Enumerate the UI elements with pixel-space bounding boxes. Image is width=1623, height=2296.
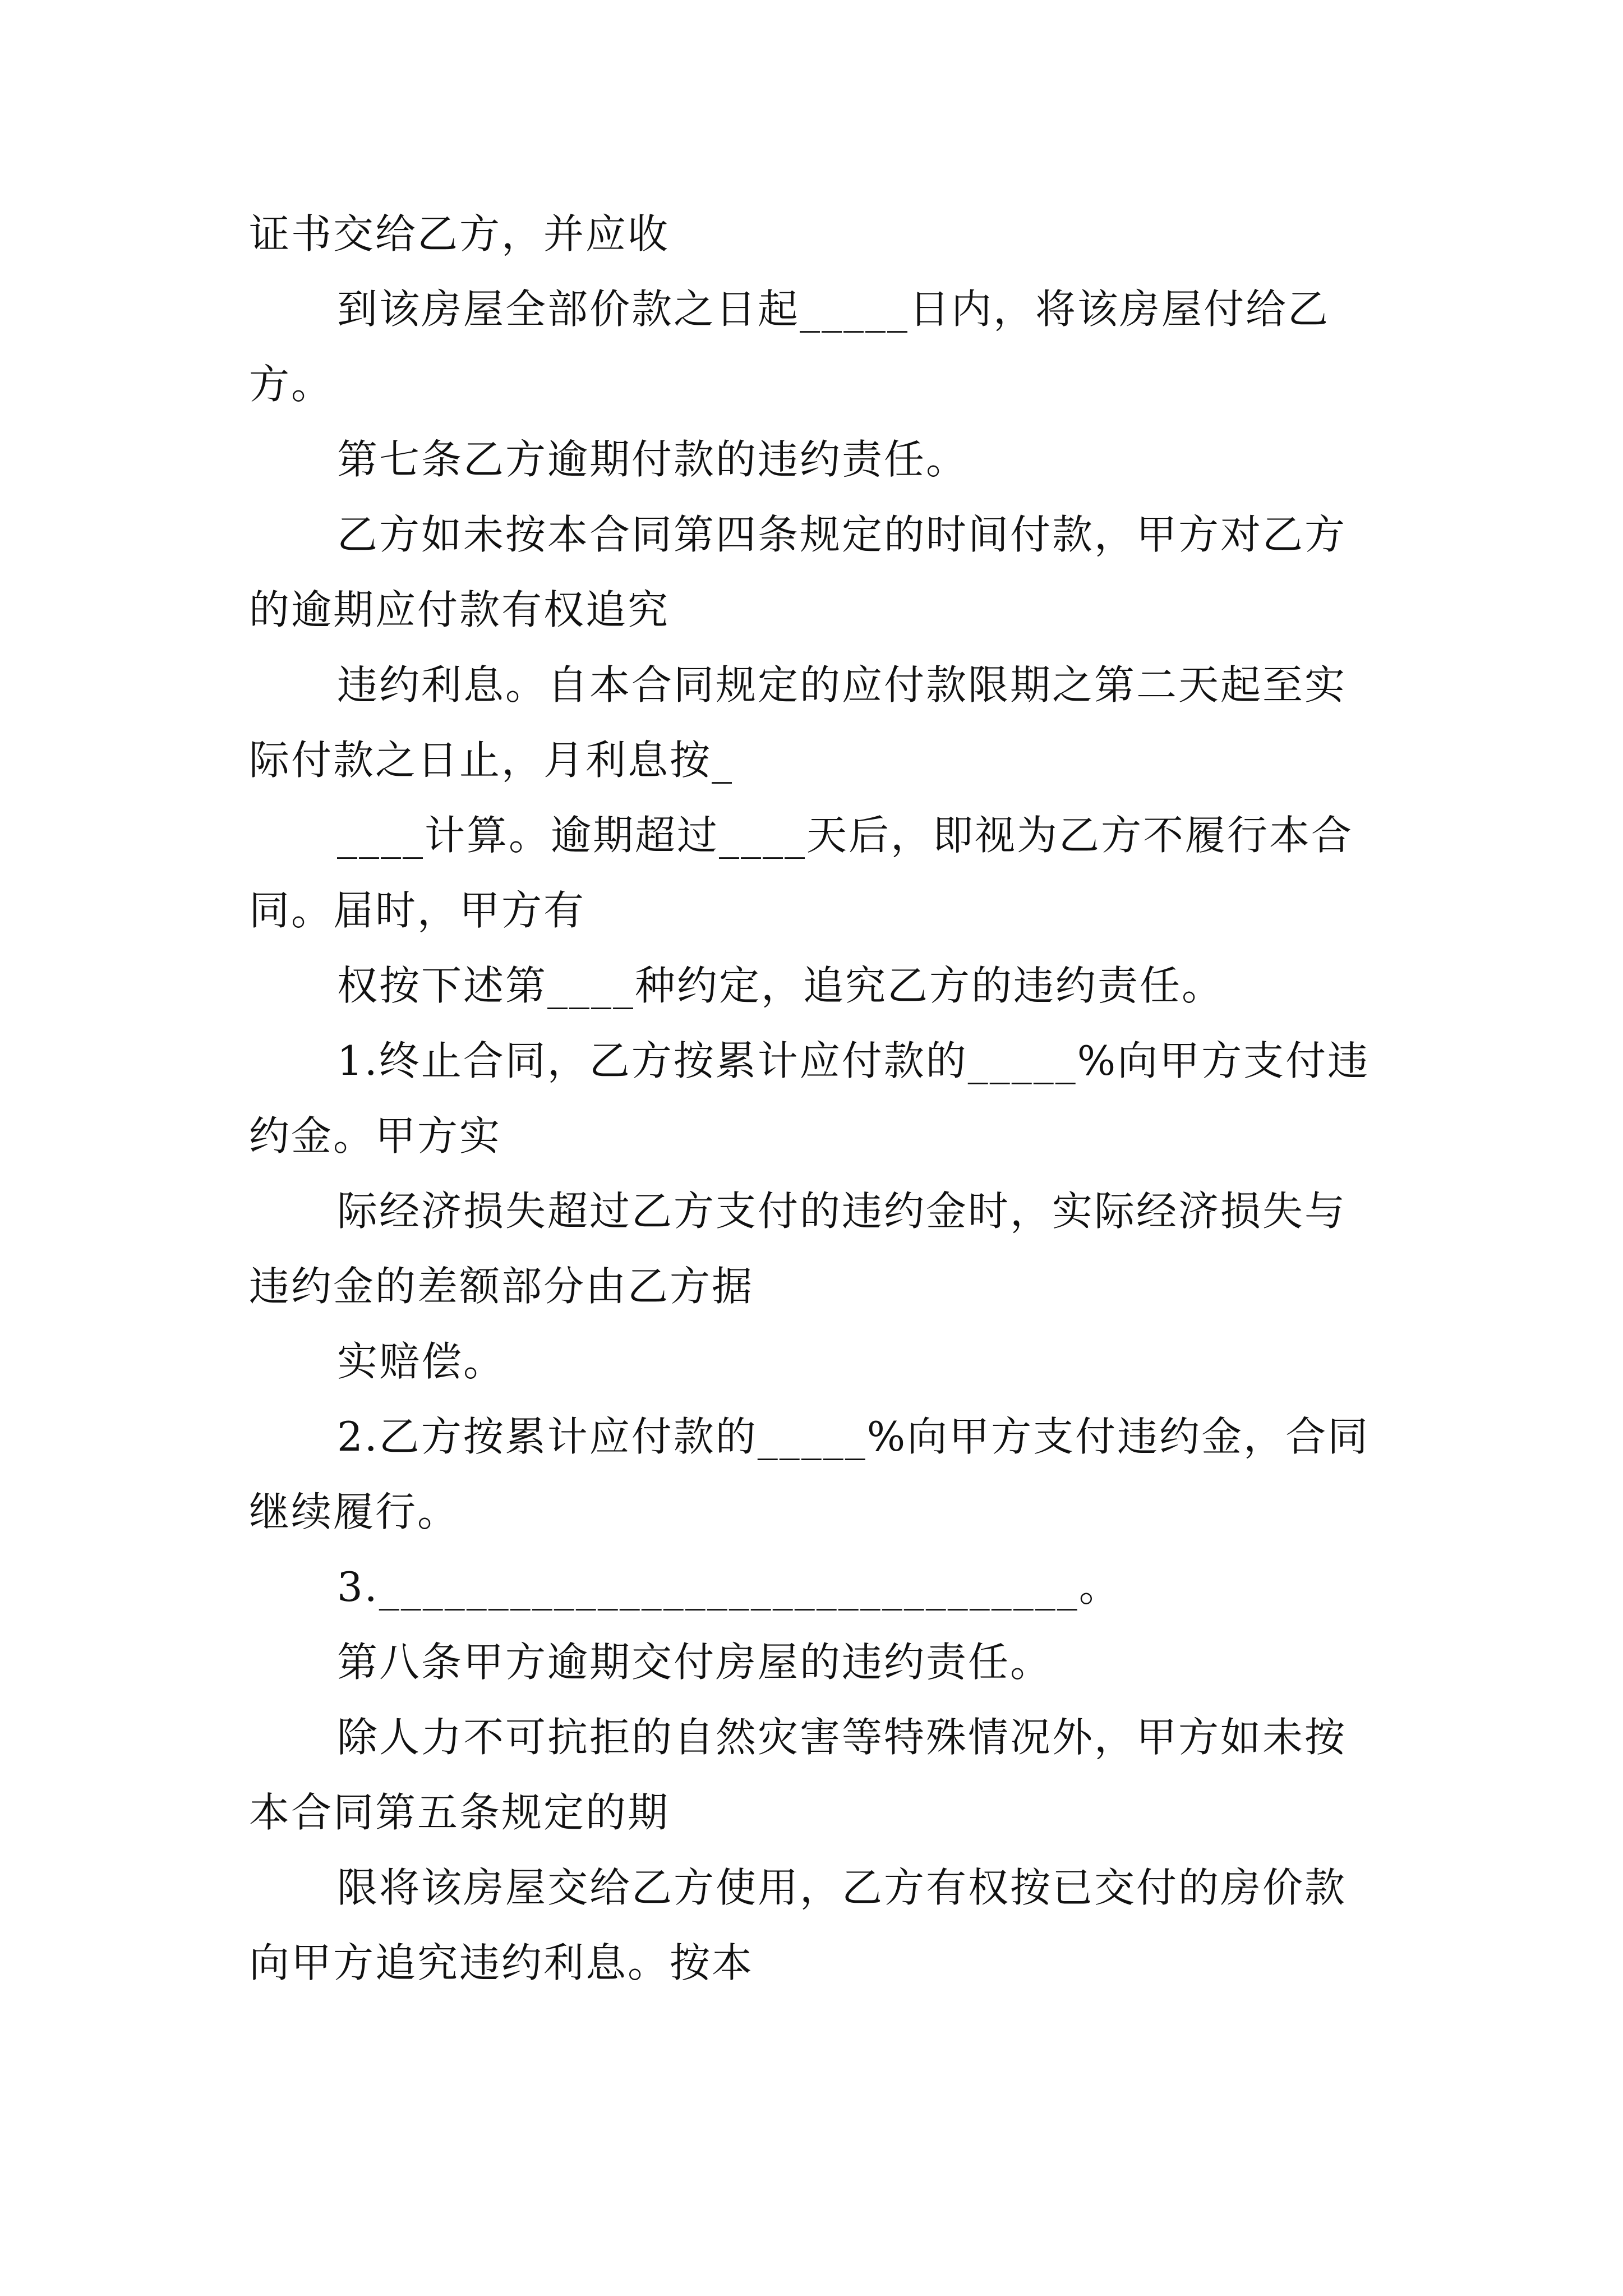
text-line: 实赔偿。 xyxy=(337,1338,506,1385)
list-item: 2.乙方按累计应付款的_____%向甲方支付违约金，合同 xyxy=(337,1413,1370,1460)
text-line: 继续履行。 xyxy=(249,1488,460,1535)
text-line: 方。 xyxy=(249,361,334,408)
text-line: 约金。甲方实 xyxy=(249,1112,502,1159)
contract-text xyxy=(249,196,1387,2000)
list-item: 1.终止合同，乙方按累计应付款的_____%向甲方支付违 xyxy=(337,1037,1370,1084)
text-line: 违约利息。自本合同规定的应付款限期之第二天起至实 xyxy=(337,661,1347,708)
text-line: 到该房屋全部价款之日起_____日内，将该房屋付给乙 xyxy=(337,286,1330,333)
text-line: 除人力不可抗拒的自然灾害等特殊情况外，甲方如未按 xyxy=(337,1714,1347,1761)
text-line: 权按下述第____种约定，追究乙方的违约责任。 xyxy=(337,962,1224,1009)
text-line: 的逾期应付款有权追究 xyxy=(249,586,670,633)
list-item: 3.________________________________。 xyxy=(337,1563,1121,1611)
text-line: 乙方如未按本合同第四条规定的时间付款，甲方对乙方 xyxy=(337,511,1347,558)
article-heading: 第八条甲方逾期交付房屋的违约责任。 xyxy=(337,1639,1053,1686)
text-line: 违约金的差额部分由乙方据 xyxy=(249,1263,754,1310)
text-line: 际付款之日止，月利息按_ xyxy=(249,737,734,784)
text-line: 限将该房屋交给乙方使用，乙方有权按已交付的房价款 xyxy=(337,1864,1347,1911)
text-line: 本合同第五条规定的期 xyxy=(249,1789,670,1836)
text-line: 际经济损失超过乙方支付的违约金时，实际经济损失与 xyxy=(337,1188,1347,1235)
text-line: 同。届时，甲方有 xyxy=(249,887,586,934)
text-line: 向甲方追究违约利息。按本 xyxy=(249,1939,754,1986)
article-heading: 第七条乙方逾期付款的违约责任。 xyxy=(337,436,969,483)
text-line: 证书交给乙方，并应收 xyxy=(249,210,670,257)
text-line: ____计算。逾期超过____天后，即视为乙方不履行本合 xyxy=(337,812,1354,859)
